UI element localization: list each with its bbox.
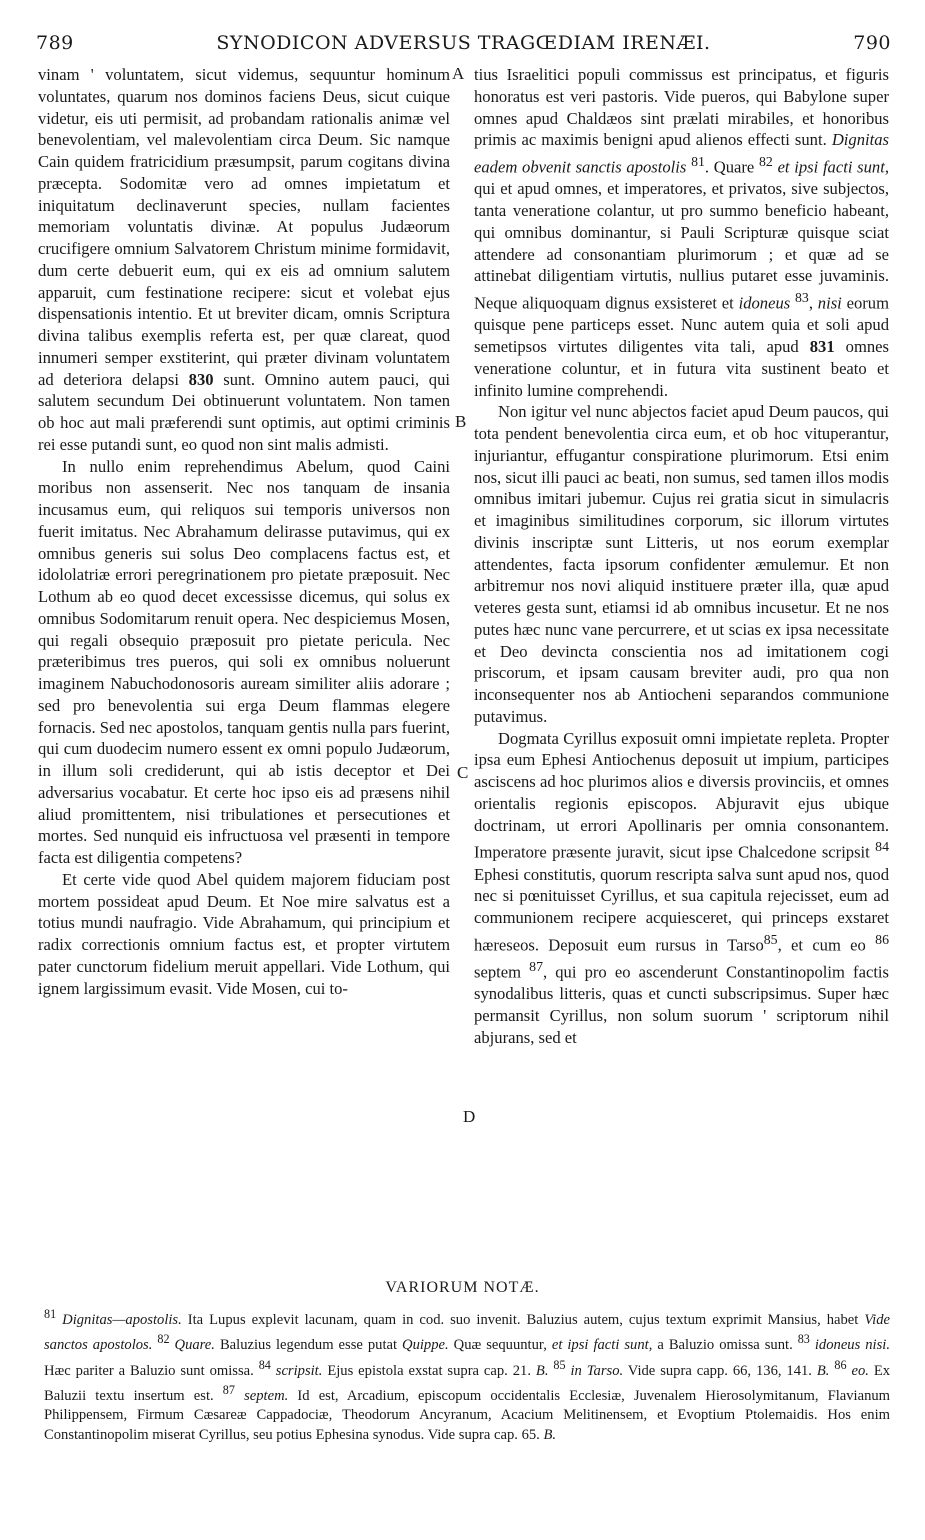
- footnote-ref-87: 87: [529, 959, 543, 975]
- footnote-ref-83: 83: [795, 290, 809, 306]
- margin-letter-c: C: [457, 763, 469, 782]
- right-column: [474, 64, 889, 1049]
- footnote-ref-81: 81: [691, 154, 705, 169]
- page-number-left: 789: [36, 32, 74, 54]
- left-paragraph-2: In nullo enim reprehendimus Abelum, quod Caini moribus non assenserit. Nec nos tanquam de insania incusamus eum, qui reliquos sui temporis universos non fuerit imitatus. Nec Abrahamum delirasse putavimus, qui ex omnibus generis sui solus Deo complacens factus est, et idololatriæ errori peregrinationem pro pietate præposuit. Nec Lothum ab eo quod decet excessisse dicemus, qui solus ex omnibus Sodomitarum renuit opera. Nec despiciemus Mosen, qui regali obsequio præposuit pro pietate pericula. Nec præteribimus tres pueros, qui soli ex omnibus noluerunt imaginem Nabuchodonosoris auream similiter aliis adorare ; sed pro benevolentia sui erga Deum flammas elegere fornacis. Sed nec apostolos, tanquam gentis nulla pars fuerint, qui cum duodecim numero essent ex omni populo Judæorum, in illum soli crediderunt, qui ab istis deceptor et Dei adversarius vocabatur. Et certe hoc ipso eis ad præsens nihil aliud promittentem, nisi tribulationes et persecutiones et mortes. Sed nunquid eis infructuosa vel præsenti in tempore facta est diligentia competens?: [38, 456, 450, 867]
- notes-block: $^{81}$ Dignitas—apostolis. Ita Lupus explevit lacunam, quam in cod. suo invenit. Baluzius autem, cujus textum exprimit Mansius, habet Vide sanctos apostolos. $^{82}$ Quare. Baluzius legendum esse putat Quippe. Quæ sequuntur, et ipsi facti sunt, a Baluzio omissa sunt. $^{83}$ idoneus nisi. Hæc pariter a Baluzio sunt omissa. $^{84}$ scripsit. Ejus epistola exstat supra cap. 21. B. $^{85}$ in Tarso. Vide supra capp. 66, 136, 141. B. $^{86}$ eo. Ex Baluzii textu insertum est. $^{87}$ septem. Id est, Arcadium, episcopum occidentalis Ecclesiæ, Juvenalem Hierosolymitanum, Flavianum Philippensem, Firmum Cæsareæ Cappadociæ, Theodorum Ancyranum, Acacium Melitinensem, et Evoptium Ptolemaidis. Hos enim Constantinopolim miserat Cyrillus, seu potius Ephesina synodus. Vide supra cap. 65. B.: [44, 1307, 891, 1443]
- right-paragraph-1: tius Israelitici populi commissus est principatus, et figuris honoratus est veri pastoris. Vide pueros, qui Babylone super omnes apud Chaldæos sint prælati mirabiles, et honoribus primis ac maximis benigni apud alienos effecti sunt. Dignitas eadem obvenit sanctis apostolis $^{81}$. Quare $^{82}$ et ipsi facti sunt, qui et apud omnes, et imperatores, et privatos, sive subjectos, tanta veneratione colantur, ut pro summo beneficio habeant, qui omnibus dominantur, si Pauli Scripturæ quisque sciat attendere ad consonantiam plurimorum ; et quæ ad se attinebat diligentiam virtutis, nullius putaret esse juvaminis. Neque aliquoquam dignus exsisteret et idoneus $^{83}$, nisi eorum quisque pene particeps esset. Nunc autem quia et soli apud semetipsos virtutes diligentes vita tali, apud 831 omnes veneratione coluntur, et in futura vita sustinent beato et infinito lumine comprehendi.: [474, 65, 889, 400]
- margin-letter-a: A: [452, 64, 465, 83]
- notes-title: VARIORUM NOTÆ.: [385, 1279, 540, 1296]
- left-paragraph-3: Et certe vide quod Abel quidem majorem fiduciam post mortem possideat apud Deum. Et Noe mire salvatus est a totius mundi naufragio. Vide Abrahamum, qui principium et radix correctionis omnium factus est, et propter virtutem pater cunctorum fidelium meruit appellari. Vide Lothum, qui ignem largissimum evasit. Vide Mosen, cui to-: [38, 869, 450, 998]
- column-marker-830: 830: [188, 369, 214, 389]
- margin-letter-b: B: [455, 412, 467, 431]
- footnote-ref-86: 86: [875, 931, 889, 947]
- note-lemma: Dignitas—apostolis.: [62, 1311, 182, 1328]
- right-paragraph-3: Dogmata Cyrillus exposuit omni impietate repleta. Propter ipsa eum Ephesi Antiochenus deposuit ut impium, participes asciscens ad hoc plurimos alios e diversis provinciis, et omnes orientalis regionis episcopos. Abjuravit ejus ubique doctrinam, ut errori Apollinaris per omnia consonantem. Imperatore præsente juravit, sicut ipse Chalcedone scripsit $^{84}$ Ephesi constitutis, quorum rescripta salva sunt apud nos, quod nec si pœnituisset Cyrillus, et sua capitula rejecisset, eum ad communionem recipere acquiesceret, qui princeps exstaret hæreseos. Deposuit eum rursus in Tarso$^{85}$, et cum eo $^{86}$ septem $^{87}$, qui pro eo ascenderunt Constantinopolim factis synodalibus litteris, quas et cuncti subscripsimus. Super hæc permansit Cyrillus, non solum suorum ' scriptorum nihil abjurans, sed et: [474, 728, 889, 1047]
- column-marker-831: 831: [809, 337, 835, 357]
- left-paragraph-1: vinam ' voluntatem, sicut videmus, sequuntur hominum voluntates, quarum nos dominos faciens Deus, sicut cuique videtur, eis uti permisit, ad probandam rationalis animæ vel benevolentiam, vel malevolentiam circa Deum. Sic namque Cain quidem fratricidium præsumpsit, parum cogitans divina præcepta. Sodomitæ vero ad omnes impietatum et iniquitatum declinaverunt species, nullam facientes memoriam voluntatis divinæ. At populus Judæorum crucifigere omnium Salvatorem Christum minime formidavit, dum certe debuerit eum, qui ex eis ad omnium salutem apparuit, cum festinatione recipere: sicut et volebat ejus dispensationis intentio. Et ut breviter dicam, omnis Scriptura divina talibus exemplis referta est, per quæ clareat, quod innumeri semper exstiterint, qui præter divinam voluntatem ad deteriora delapsi 830 sunt. Omnino autem pauci, qui salutem secundum Dei obtinuerunt voluntatem. Non tamen ob hoc aut mali præferendi sunt optimis, aut optimi criminis rei esse putandi sunt, eo quod non sint malis admisti.: [38, 65, 450, 454]
- footnote-ref-82: 82: [759, 154, 773, 169]
- right-paragraph-2: Non igitur vel nunc abjectos faciet apud Deum paucos, qui tota pendent benevolentia circa eum, et ob hoc vituperantur, injuriantur, effugantur conspiratione plurimorum. Etsi enim nos, sicut illi pauci ac beati, non sumus, sed tamen illos modis omnibus imitari jubemur. Cujus rei gratia sicut in simulacris et imaginibus similitudines corporum, sic illorum virtutes divinis inscriptæ sunt Litteris, ut nos eorum exemplar attendentes, facta ipsorum confidenter æmulemur. Et non arbitremur nos novi aliquid instituere præter illa, quæ apud veteres gesta sunt, etiamsi id ab omnibus incusetur. Et ne nos putes hæc nunc vane percurrere, et ut scias ex ipsa necessitate et Deo devincta conscientia nos ad imitationem cogi priscorum, et ipsam causam breviter audi, pro qua non inconsequenter nos ab Antiocheni separandos communione putavimus.: [474, 402, 889, 726]
- footnote-ref-84: 84: [875, 839, 889, 855]
- page-number-right: 790: [853, 32, 891, 54]
- margin-letter-d: D: [463, 1107, 476, 1126]
- page-header: [36, 32, 891, 62]
- running-title: SYNODICON ADVERSUS TRAGŒDIAM IRENÆI.: [216, 32, 711, 54]
- left-column: [38, 64, 450, 999]
- footnote-ref-85: 85: [763, 931, 778, 947]
